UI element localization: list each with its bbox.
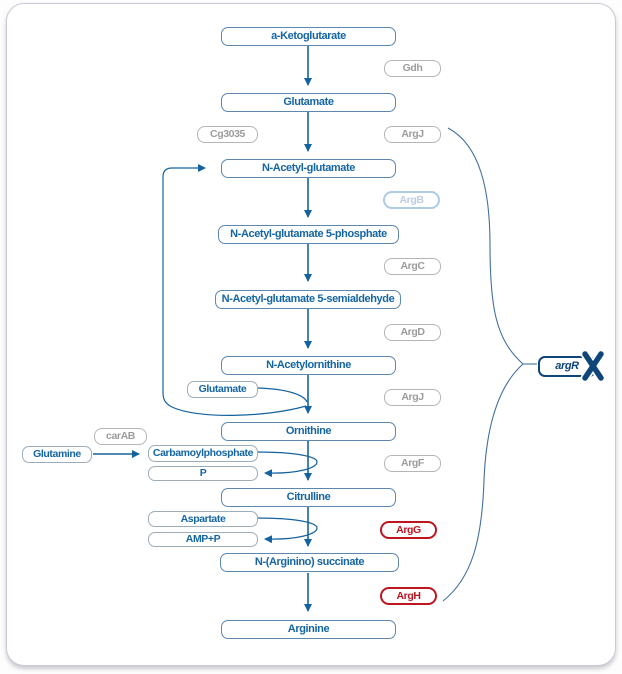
node-n-arginino-succinate: N-(Arginino) succinate	[220, 553, 399, 572]
node-n-acetyl-glutamate-5-phosphate: N-Acetyl-glutamate 5-phosphate	[218, 225, 399, 244]
enzyme-argc: ArgC	[384, 258, 441, 275]
enzyme-gdh: Gdh	[384, 60, 441, 77]
node-aspartate: Aspartate	[148, 511, 258, 527]
enzyme-argg: ArgG	[380, 521, 437, 539]
regulator-argr: argR	[538, 356, 596, 377]
node-n-acetyl-glutamate: N-Acetyl-glutamate	[221, 159, 396, 178]
node-n-acetyl-glutamate-5-semialdehyde: N-Acetyl-glutamate 5-semialdehyde	[215, 290, 401, 309]
node-a-ketoglutarate: a-Ketoglutarate	[221, 27, 396, 46]
enzyme-argh: ArgH	[380, 587, 437, 605]
node-glutamate: Glutamate	[221, 93, 396, 112]
enzyme-argf: ArgF	[384, 455, 441, 472]
enzyme-carab: carAB	[94, 428, 147, 445]
enzyme-argb: ArgB	[383, 191, 440, 209]
enzyme-argd: ArgD	[384, 324, 441, 341]
node-carbamoylphosphate: Carbamoylphosphate	[148, 445, 258, 462]
node-citrulline: Citrulline	[221, 488, 396, 507]
regulation-brace	[443, 128, 537, 601]
node-ornithine: Ornithine	[221, 422, 396, 441]
node-phosphate: P	[148, 466, 258, 481]
node-n-acetylornithine: N-Acetylornithine	[221, 356, 396, 375]
node-arginine: Arginine	[221, 620, 396, 639]
enzyme-argj-2: ArgJ	[384, 389, 441, 406]
blocked-x-icon	[578, 349, 608, 383]
node-glutamate-recycle: Glutamate	[187, 381, 258, 398]
node-glutamine: Glutamine	[22, 446, 92, 463]
enzyme-argj-1: ArgJ	[384, 126, 441, 143]
enzyme-cg3035: Cg3035	[197, 126, 258, 143]
node-amp-p: AMP+P	[148, 532, 258, 547]
